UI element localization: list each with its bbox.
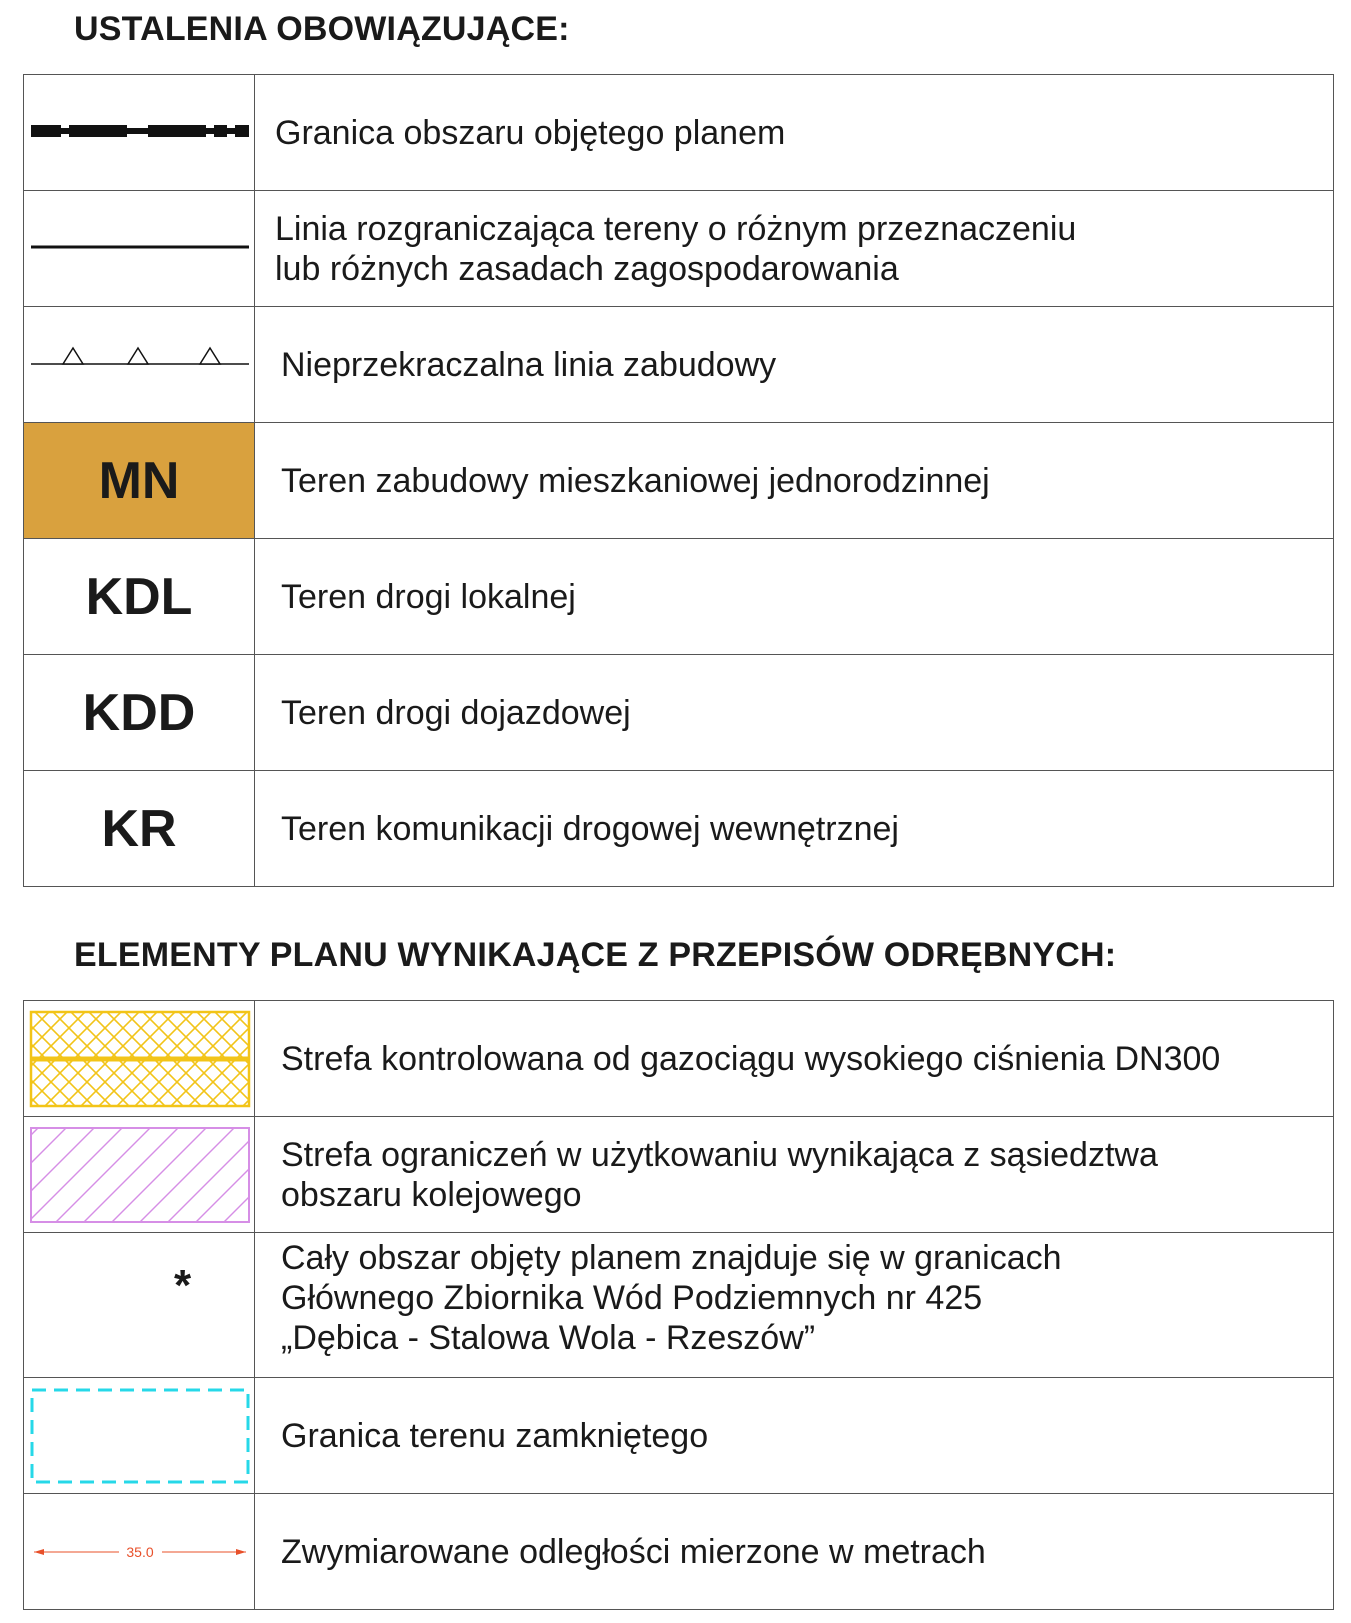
legend-row [24, 771, 1334, 887]
description-line: Granica obszaru objętego planem [275, 113, 786, 152]
gas-zone-crosshatch-icon [24, 1001, 254, 1117]
description-line: Linia rozgraniczająca tereny o różnym przeznaczeniu [275, 209, 1077, 248]
description-line: Teren komunikacji drogowej wewnętrznej [281, 809, 899, 848]
legend-row [24, 539, 1334, 655]
legend-row [24, 1494, 1334, 1610]
zone-code-kdl: KDL [24, 539, 255, 655]
legend-table-elementy [23, 1000, 1334, 1610]
groundwater-symbol [24, 1233, 255, 1378]
zone-code-kdd: KDD [24, 655, 255, 771]
description-line: „Dębica - Stalowa Wola - Rzeszów” [281, 1319, 816, 1357]
dimension-value: 35.0 [126, 1544, 154, 1560]
legend-description [255, 191, 1334, 307]
legend-row [24, 423, 1334, 539]
plan-boundary-line-icon [24, 75, 254, 191]
description-line: Strefa kontrolowana od gazociągu wysokiego ciśnienia DN300 [281, 1039, 1221, 1078]
legend-description [255, 1494, 1334, 1610]
description-line: Zwymiarowane odległości mierzone w metrach [281, 1532, 986, 1571]
description-line: Teren zabudowy mieszkaniowej jednorodzinnej [281, 461, 990, 500]
asterisk-icon: * [174, 1261, 192, 1310]
legend-row [24, 655, 1334, 771]
dimension-line-icon [24, 1494, 254, 1610]
legend-description [255, 771, 1334, 887]
description-line: obszaru kolejowego [281, 1175, 582, 1214]
legend-row [24, 307, 1334, 423]
legend-row [24, 1378, 1334, 1494]
solid-line-icon [24, 191, 254, 307]
plan-boundary-symbol [24, 75, 255, 191]
legend-description [255, 1378, 1334, 1494]
rail-zone-symbol [24, 1117, 255, 1233]
legend-row [24, 75, 1334, 191]
dimension-symbol [24, 1494, 255, 1610]
building-line-symbol [24, 307, 255, 423]
rail-zone-hatch-icon [24, 1117, 254, 1233]
legend-row [24, 191, 1334, 307]
legend-table-ustalenia [23, 74, 1334, 887]
legend-description [255, 307, 1334, 423]
legend-row [24, 1233, 1334, 1378]
zone-code-kr: KR [24, 771, 255, 887]
closed-area-symbol [24, 1378, 255, 1494]
building-line-triangles-icon [24, 307, 254, 423]
description-line: Strefa ograniczeń w użytkowaniu wynikająca z sąsiedztwa [281, 1135, 1158, 1174]
description-line: Głównego Zbiornika Wód Podziemnych nr 425 [281, 1279, 983, 1317]
legend-description [255, 655, 1334, 771]
description-line: Cały obszar objęty planem znajduje się w granicach [281, 1239, 1062, 1277]
legend-row [24, 1117, 1334, 1233]
legend-description [255, 423, 1334, 539]
legend-description [255, 1233, 1334, 1378]
description-line: Teren drogi dojazdowej [281, 693, 631, 732]
description-line: Granica terenu zamkniętego [281, 1416, 709, 1455]
legend-description [255, 1001, 1334, 1117]
closed-area-dashed-box-icon [24, 1378, 254, 1494]
dividing-line-symbol [24, 191, 255, 307]
description-line: Teren drogi lokalnej [281, 577, 576, 616]
section-title-elementy: ELEMENTY PLANU WYNIKAJĄCE Z PRZEPISÓW ODRĘBNYCH: [74, 936, 1117, 974]
description-line: lub różnych zasadach zagospodarowania [275, 249, 899, 288]
legend-description [255, 75, 1334, 191]
legend-row [24, 1001, 1334, 1117]
description-line: Nieprzekraczalna linia zabudowy [281, 345, 777, 384]
zone-code-mn: MN [24, 423, 255, 539]
section-title-ustalenia: USTALENIA OBOWIĄZUJĄCE: [74, 10, 570, 48]
legend-description [255, 539, 1334, 655]
legend-description [255, 1117, 1334, 1233]
gas-zone-symbol [24, 1001, 255, 1117]
